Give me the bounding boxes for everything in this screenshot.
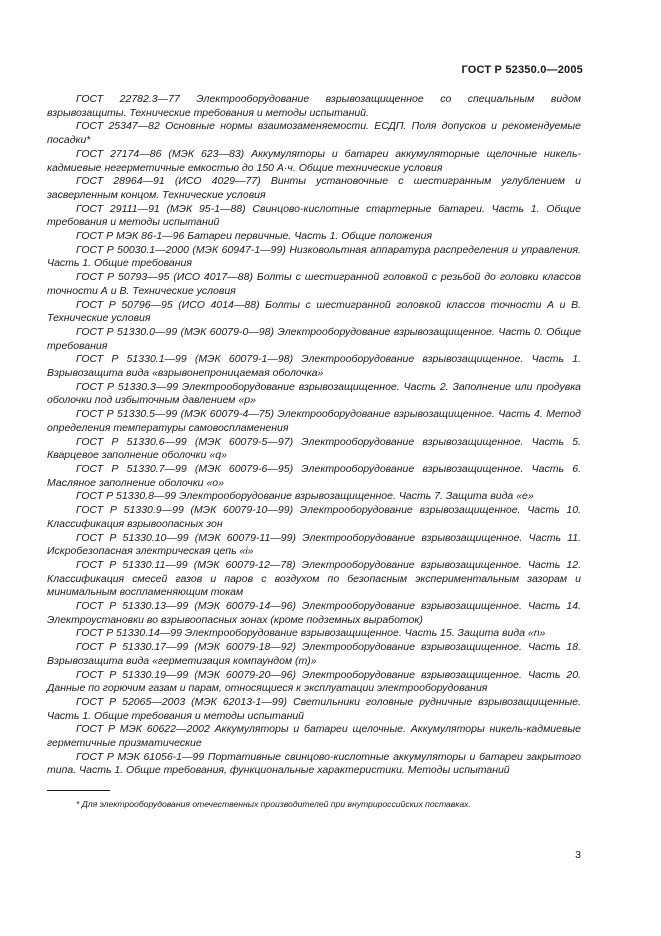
reference-item: ГОСТ Р 51330.17—99 (МЭК 60079-18—92) Электрооборудование взрывозащищенное. Часть 18. Взрывозащита вида «герметизация компаундом (m)» — [47, 641, 581, 667]
reference-item: ГОСТ 28964—91 (ИСО 4029—77) Винты установочные с шестигранным углублением и засверленным концом. Технические условия — [47, 175, 581, 201]
reference-item: ГОСТ Р 51330.5—99 (МЭК 60079-4—75) Электрооборудование взрывозащищенное. Часть 4. Метод определения температуры самовоспламенения — [47, 408, 581, 434]
reference-item: ГОСТ Р МЭК 86-1—96 Батареи первичные. Часть 1. Общие положения — [76, 230, 433, 243]
reference-item: ГОСТ Р 51330.19—99 (МЭК 60079-20—96) Электрооборудование взрывозащищенное. Часть 20. Данные по горючим газам и парам, относящиеся к эксплуатации электрооборудования — [47, 668, 581, 695]
reference-item: ГОСТ 27174—86 (МЭК 623—83) Аккумуляторы и батареи аккумуляторные щелочные никель-кадмиевые негерметичные емкостью до 150 А·ч. Общие технические условия — [47, 147, 581, 174]
page-number: 3 — [575, 849, 581, 861]
reference-item: ГОСТ 29111—91 (МЭК 95-1—88) Свинцово-кислотные стартерные батареи. Часть 1. Общие требования и методы испытаний — [47, 202, 581, 229]
reference-item: ГОСТ Р 51330.11—99 (МЭК 60079-12—78) Электрооборудование взрывозащищенное. Часть 12. Классификация смесей газов и паров с воздухом по безопасным экспериментальным зазорам и минимальным воспламеняющим токам — [47, 558, 581, 599]
footnote: * Для электрооборудования отечественных производителей при внутрироссийских поставках. — [76, 799, 471, 809]
reference-item: ГОСТ Р 51330.14—99 Электрооборудование взрывозащищенное. Часть 15. Защита вида «n» — [76, 627, 546, 640]
reference-item: ГОСТ 22782.3—77 Электрооборудование взрывозащищенное со специальным видом взрывозащиты. Технические требования и методы испытаний. — [47, 93, 581, 119]
document-code-header: ГОСТ Р 52350.0—2005 — [461, 64, 583, 76]
reference-item: ГОСТ Р 51330.9—99 (МЭК 60079-10—99) Электрооборудование взрывозащищенное. Часть 10. Классификация взрывоопасных зон — [47, 504, 581, 530]
reference-item: ГОСТ Р 51330.13—99 (МЭК 60079-14—96) Электрооборудование взрывозащищенное. Часть 14. Электроустановки во взрывоопасных зонах (кроме подземных выработок) — [47, 600, 581, 626]
footnote-divider — [47, 790, 110, 791]
reference-item: ГОСТ Р 50793—95 (ИСО 4017—88) Болты с шестигранной головкой с резьбой до головки классов точности А и В. Технические условия — [47, 271, 581, 297]
reference-item: ГОСТ Р 50030.1—2000 (МЭК 60947-1—99) Низковольтная аппаратура распределения и управления. Часть 1. Общие требования — [47, 243, 581, 270]
reference-item: ГОСТ Р МЭК 60622—2002 Аккумуляторы и батареи щелочные. Аккумуляторы никель-кадмиевые герметичные призматические — [47, 723, 581, 750]
reference-item: ГОСТ Р 50796—95 (ИСО 4014—88) Болты с шестигранной головкой классов точности А и В. Технические условия — [47, 298, 581, 325]
reference-item: ГОСТ Р 51330.6—99 (МЭК 60079-5—97) Электрооборудование взрывозащищенное. Часть 5. Кварцевое заполнение оболочки «q» — [47, 435, 581, 462]
reference-item: ГОСТ 25347—82 Основные нормы взаимозаменяемости. ЕСДП. Поля допусков и рекомендуемые посадки* — [47, 120, 581, 147]
reference-item: ГОСТ Р 51330.8—99 Электрооборудование взрывозащищенное. Часть 7. Защита вида «е» — [76, 490, 534, 503]
reference-item: ГОСТ Р 51330.1—99 (МЭК 60079-1—98) Электрооборудование взрывозащищенное. Часть 1. Взрывозащита вида «взрывонепроницаемая оболочка» — [47, 353, 581, 380]
reference-item: ГОСТ Р 51330.0—99 (МЭК 60079-0—98) Электрооборудование взрывозащищенное. Часть 0. Общие требования — [47, 325, 581, 352]
reference-item: ГОСТ Р 51330.7—99 (МЭК 60079-6—95) Электрооборудование взрывозащищенное. Часть 6. Масляное заполнение оболочки «о» — [47, 462, 581, 489]
reference-item: ГОСТ Р 52065—2003 (МЭК 62013-1—99) Светильники головные рудничные взрывозащищенные. Часть 1. Общие требования и методы испытаний — [47, 695, 581, 722]
reference-item: ГОСТ Р 51330.10—99 (МЭК 60079-11—99) Электрооборудование взрывозащищенное. Часть 11. Искробезопасная электрическая цепь «i» — [47, 531, 581, 558]
reference-item: ГОСТ Р МЭК 61056-1—99 Портативные свинцово-кислотные аккумуляторы и батареи закрытого типа. Часть 1. Общие требования, функциональные характеристики. Методы испытаний — [47, 750, 581, 777]
reference-item: ГОСТ Р 51330.3—99 Электрооборудование взрывозащищенное. Часть 2. Заполнение или продувка оболочки под избыточным давлением «р» — [47, 380, 581, 407]
normative-references-list — [47, 93, 581, 778]
